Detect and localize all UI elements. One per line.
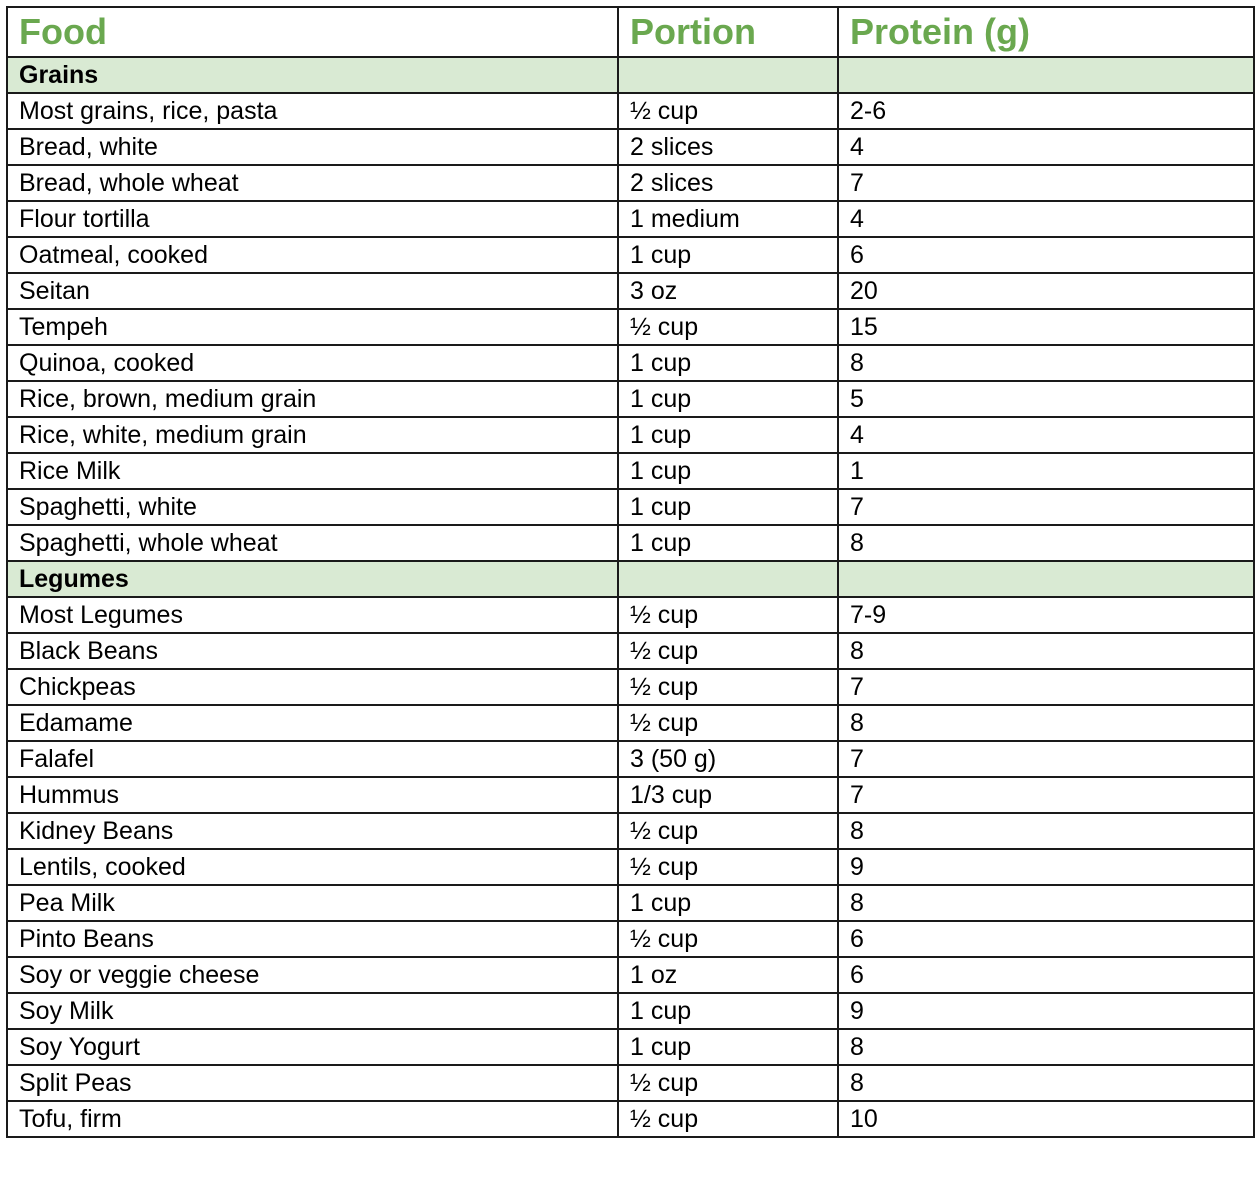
table-row <box>7 453 1254 489</box>
food-cell: Most Legumes <box>7 597 618 633</box>
header-row <box>7 7 1254 57</box>
portion-cell: 1 cup <box>618 345 838 381</box>
portion-cell: 1 oz <box>618 957 838 993</box>
table-row <box>7 309 1254 345</box>
protein-cell: 7-9 <box>838 597 1254 633</box>
protein-cell: 6 <box>838 921 1254 957</box>
portion-cell: 1 cup <box>618 417 838 453</box>
table-row <box>7 381 1254 417</box>
food-cell: Soy Milk <box>7 993 618 1029</box>
portion-cell: 1 cup <box>618 453 838 489</box>
protein-cell: 4 <box>838 201 1254 237</box>
food-cell: Split Peas <box>7 1065 618 1101</box>
portion-cell: ½ cup <box>618 669 838 705</box>
food-cell: Bread, white <box>7 129 618 165</box>
portion-cell: 1 cup <box>618 237 838 273</box>
table-row <box>7 201 1254 237</box>
section-empty-cell <box>838 561 1254 597</box>
food-cell: Spaghetti, whole wheat <box>7 525 618 561</box>
table-row <box>7 1029 1254 1065</box>
table-row <box>7 957 1254 993</box>
portion-cell: 1 cup <box>618 489 838 525</box>
protein-cell: 8 <box>838 633 1254 669</box>
food-cell: Pea Milk <box>7 885 618 921</box>
table-row <box>7 993 1254 1029</box>
portion-cell: 2 slices <box>618 129 838 165</box>
protein-cell: 8 <box>838 885 1254 921</box>
protein-cell: 8 <box>838 525 1254 561</box>
table-row <box>7 633 1254 669</box>
protein-cell: 4 <box>838 417 1254 453</box>
protein-cell: 7 <box>838 741 1254 777</box>
table-row <box>7 849 1254 885</box>
portion-cell: ½ cup <box>618 597 838 633</box>
table-row <box>7 777 1254 813</box>
section-empty-cell <box>838 57 1254 93</box>
portion-cell: ½ cup <box>618 705 838 741</box>
food-cell: Rice Milk <box>7 453 618 489</box>
portion-cell: ½ cup <box>618 813 838 849</box>
protein-cell: 8 <box>838 345 1254 381</box>
portion-cell: ½ cup <box>618 93 838 129</box>
portion-cell: ½ cup <box>618 849 838 885</box>
table-row <box>7 237 1254 273</box>
portion-cell: 1 cup <box>618 885 838 921</box>
protein-cell: 8 <box>838 1029 1254 1065</box>
header-food: Food <box>7 7 618 57</box>
portion-cell: 1 cup <box>618 1029 838 1065</box>
table-header <box>7 7 1254 57</box>
table-row <box>7 813 1254 849</box>
portion-cell: 3 (50 g) <box>618 741 838 777</box>
section-empty-cell <box>618 561 838 597</box>
protein-cell: 15 <box>838 309 1254 345</box>
food-cell: Oatmeal, cooked <box>7 237 618 273</box>
food-cell: Bread, whole wheat <box>7 165 618 201</box>
food-cell: Rice, white, medium grain <box>7 417 618 453</box>
food-cell: Falafel <box>7 741 618 777</box>
portion-cell: ½ cup <box>618 1101 838 1137</box>
table-row <box>7 165 1254 201</box>
food-cell: Chickpeas <box>7 669 618 705</box>
protein-cell: 7 <box>838 489 1254 525</box>
food-cell: Kidney Beans <box>7 813 618 849</box>
table-row <box>7 885 1254 921</box>
protein-cell: 2-6 <box>838 93 1254 129</box>
header-protein: Protein (g) <box>838 7 1254 57</box>
protein-cell: 9 <box>838 849 1254 885</box>
protein-cell: 6 <box>838 237 1254 273</box>
food-cell: Rice, brown, medium grain <box>7 381 618 417</box>
table-row <box>7 597 1254 633</box>
food-cell: Black Beans <box>7 633 618 669</box>
protein-cell: 10 <box>838 1101 1254 1137</box>
portion-cell: ½ cup <box>618 921 838 957</box>
protein-cell: 8 <box>838 705 1254 741</box>
header-portion: Portion <box>618 7 838 57</box>
protein-cell: 6 <box>838 957 1254 993</box>
food-cell: Edamame <box>7 705 618 741</box>
food-cell: Hummus <box>7 777 618 813</box>
table-row <box>7 921 1254 957</box>
food-cell: Soy or veggie cheese <box>7 957 618 993</box>
section-title: Legumes <box>7 561 618 597</box>
food-cell: Tofu, firm <box>7 1101 618 1137</box>
food-cell: Soy Yogurt <box>7 1029 618 1065</box>
table-row <box>7 129 1254 165</box>
food-cell: Spaghetti, white <box>7 489 618 525</box>
protein-cell: 7 <box>838 669 1254 705</box>
portion-cell: ½ cup <box>618 1065 838 1101</box>
portion-cell: 3 oz <box>618 273 838 309</box>
table-row <box>7 489 1254 525</box>
protein-cell: 9 <box>838 993 1254 1029</box>
table-row <box>7 1065 1254 1101</box>
section-empty-cell <box>618 57 838 93</box>
table-row <box>7 417 1254 453</box>
protein-cell: 4 <box>838 129 1254 165</box>
table-row <box>7 705 1254 741</box>
protein-cell: 20 <box>838 273 1254 309</box>
portion-cell: 1 cup <box>618 993 838 1029</box>
food-cell: Flour tortilla <box>7 201 618 237</box>
protein-cell: 7 <box>838 777 1254 813</box>
table-body <box>7 57 1254 1137</box>
food-cell: Most grains, rice, pasta <box>7 93 618 129</box>
protein-cell: 5 <box>838 381 1254 417</box>
table-row <box>7 1101 1254 1137</box>
portion-cell: 1 cup <box>618 381 838 417</box>
section-title: Grains <box>7 57 618 93</box>
food-cell: Quinoa, cooked <box>7 345 618 381</box>
table-row <box>7 525 1254 561</box>
table-row <box>7 741 1254 777</box>
food-cell: Lentils, cooked <box>7 849 618 885</box>
table-row <box>7 273 1254 309</box>
food-cell: Pinto Beans <box>7 921 618 957</box>
portion-cell: 1 cup <box>618 525 838 561</box>
portion-cell: 1/3 cup <box>618 777 838 813</box>
protein-cell: 7 <box>838 165 1254 201</box>
portion-cell: 2 slices <box>618 165 838 201</box>
protein-table <box>6 6 1255 1138</box>
table-row <box>7 669 1254 705</box>
portion-cell: ½ cup <box>618 309 838 345</box>
food-cell: Tempeh <box>7 309 618 345</box>
section-row-grains <box>7 57 1254 93</box>
food-cell: Seitan <box>7 273 618 309</box>
table-row <box>7 93 1254 129</box>
protein-cell: 8 <box>838 1065 1254 1101</box>
protein-cell: 8 <box>838 813 1254 849</box>
section-row-legumes <box>7 561 1254 597</box>
table-row <box>7 345 1254 381</box>
portion-cell: 1 medium <box>618 201 838 237</box>
portion-cell: ½ cup <box>618 633 838 669</box>
protein-cell: 1 <box>838 453 1254 489</box>
